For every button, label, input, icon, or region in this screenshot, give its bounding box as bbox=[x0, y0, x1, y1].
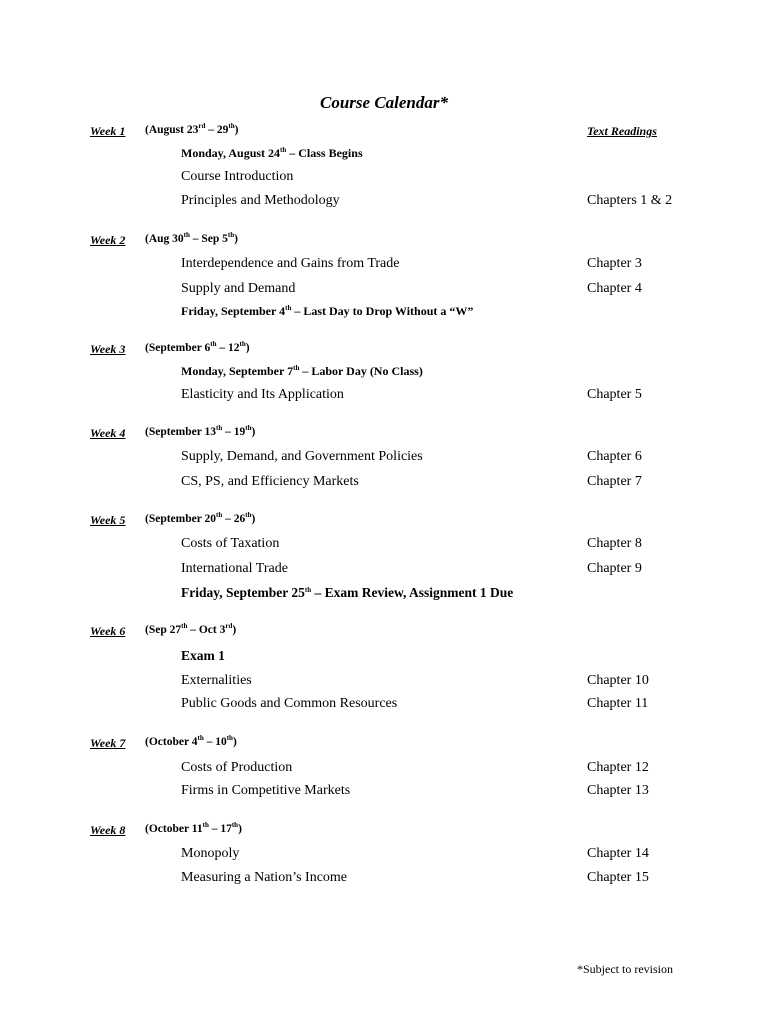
chapter-text: Chapter 6 bbox=[587, 449, 642, 464]
topic-text: Externalities bbox=[181, 673, 252, 688]
chapter-text: Chapter 14 bbox=[587, 846, 649, 861]
calendar-row bbox=[0, 870, 768, 894]
week-dates: (September 6th – 12th) bbox=[145, 340, 250, 354]
week-label: Week 5 bbox=[90, 513, 126, 527]
event-text: Friday, September 4th – Last Day to Drop Without a “W” bbox=[181, 304, 474, 318]
calendar-row bbox=[0, 387, 768, 411]
week-label: Week 3 bbox=[90, 342, 126, 356]
calendar-row bbox=[0, 169, 768, 193]
calendar-row bbox=[0, 304, 768, 328]
topic-text: Course Introduction bbox=[181, 169, 294, 184]
footnote: *Subject to revision bbox=[577, 962, 673, 976]
week-dates: (September 13th – 19th) bbox=[145, 424, 256, 438]
calendar-row bbox=[0, 561, 768, 585]
topic-text: Public Goods and Common Resources bbox=[181, 696, 398, 711]
week-dates: (October 11th – 17th) bbox=[145, 821, 242, 835]
week-dates: (Sep 27th – Oct 3rd) bbox=[145, 622, 237, 636]
calendar-row bbox=[0, 696, 768, 720]
topic-text: Costs of Taxation bbox=[181, 536, 280, 551]
calendar-row bbox=[0, 256, 768, 280]
chapter-text: Chapter 7 bbox=[587, 474, 642, 489]
chapter-text: Chapter 12 bbox=[587, 760, 649, 775]
calendar-row bbox=[0, 474, 768, 498]
calendar-row bbox=[0, 760, 768, 784]
topic-text: Interdependence and Gains from Trade bbox=[181, 256, 400, 271]
week-label: Week 8 bbox=[90, 823, 126, 837]
chapter-text: Chapter 4 bbox=[587, 281, 642, 296]
calendar-row bbox=[0, 193, 768, 217]
topic-text: Measuring a Nation’s Income bbox=[181, 870, 348, 885]
calendar-row bbox=[0, 585, 768, 609]
week-label: Week 2 bbox=[90, 233, 126, 247]
calendar-row bbox=[0, 364, 768, 388]
calendar-row bbox=[0, 449, 768, 473]
calendar-row bbox=[0, 281, 768, 305]
week-dates: (August 23rd – 29th) bbox=[145, 122, 239, 136]
topic-text: Supply and Demand bbox=[181, 281, 296, 296]
chapter-text: Chapter 15 bbox=[587, 870, 649, 885]
event-text: Monday, September 7th – Labor Day (No Class) bbox=[181, 364, 423, 378]
topic-text: CS, PS, and Efficiency Markets bbox=[181, 474, 359, 489]
topic-text: International Trade bbox=[181, 561, 288, 576]
week-label: Week 7 bbox=[90, 736, 126, 750]
chapter-text: Chapter 13 bbox=[587, 783, 649, 798]
chapter-text: Chapter 10 bbox=[587, 673, 649, 688]
week-label: Week 4 bbox=[90, 426, 126, 440]
topic-text: Supply, Demand, and Government Policies bbox=[181, 449, 423, 464]
chapter-text: Chapters 1 & 2 bbox=[587, 193, 673, 208]
readings-header: Text Readings bbox=[587, 124, 657, 138]
chapter-text: Chapter 11 bbox=[587, 696, 649, 711]
event-text: Monday, August 24th – Class Begins bbox=[181, 146, 363, 160]
chapter-text: Chapter 3 bbox=[587, 256, 642, 271]
page-title: Course Calendar* bbox=[320, 93, 448, 112]
calendar-row bbox=[0, 846, 768, 870]
week-dates: (September 20th – 26th) bbox=[145, 511, 256, 525]
week-label: Week 1 bbox=[90, 124, 126, 138]
event-text: Exam 1 bbox=[181, 648, 225, 663]
event-text: Friday, September 25th – Exam Review, Assignment 1 Due bbox=[181, 585, 514, 600]
week-dates: (Aug 30th – Sep 5th) bbox=[145, 231, 238, 245]
topic-text: Firms in Competitive Markets bbox=[181, 783, 351, 798]
week-label: Week 6 bbox=[90, 624, 126, 638]
topic-text: Elasticity and Its Application bbox=[181, 387, 344, 402]
topic-text: Principles and Methodology bbox=[181, 193, 340, 208]
calendar-row bbox=[0, 648, 768, 672]
chapter-text: Chapter 5 bbox=[587, 387, 642, 402]
calendar-row bbox=[0, 146, 768, 170]
calendar-row bbox=[0, 783, 768, 807]
week-dates: (October 4th – 10th) bbox=[145, 734, 237, 748]
topic-text: Costs of Production bbox=[181, 760, 293, 775]
calendar-row bbox=[0, 536, 768, 560]
chapter-text: Chapter 8 bbox=[587, 536, 642, 551]
chapter-text: Chapter 9 bbox=[587, 561, 642, 576]
topic-text: Monopoly bbox=[181, 846, 240, 861]
calendar-row bbox=[0, 673, 768, 697]
